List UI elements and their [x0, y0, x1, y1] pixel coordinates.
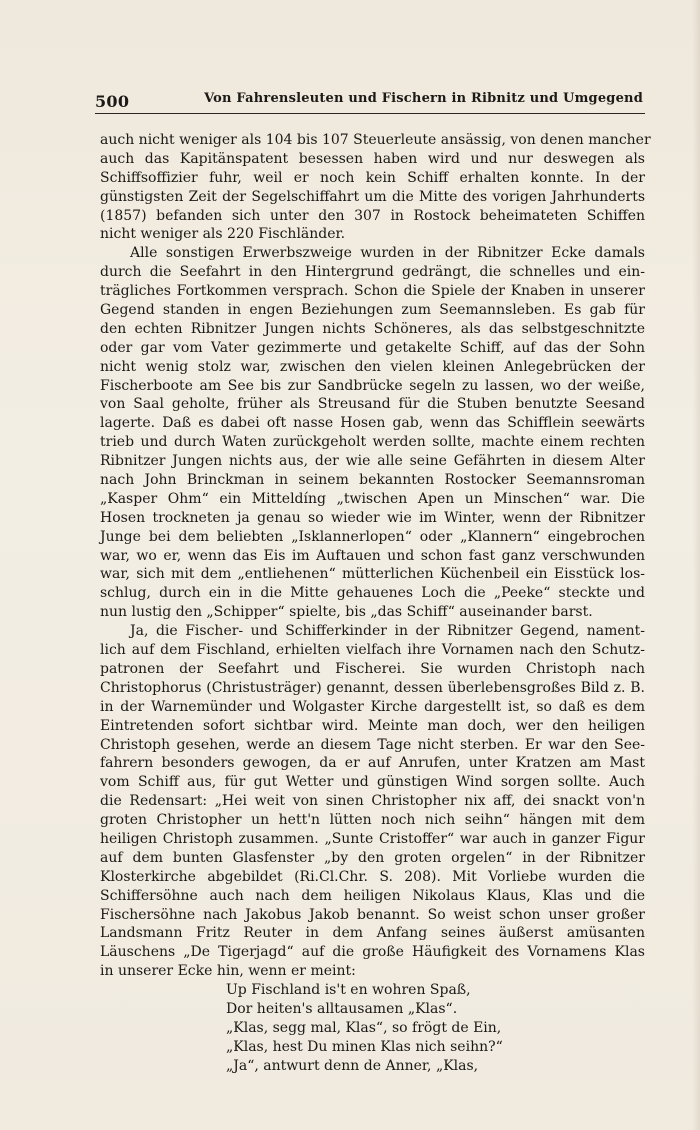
poem-line: Up Fischland is't en wohren Spaß,: [226, 982, 471, 999]
body-text: [100, 131, 651, 1076]
text-line: groten Christopher un hett'n lütten noch nich seihn“ hängen mit dem: [100, 812, 645, 829]
text-line: Ribnitzer Jungen nichts aus, der wie alle seine Gefährten in diesem Alter: [100, 453, 645, 470]
text-line: Schiffsoffizier fuhr, weil er noch kein Schiff erhalten konnte. In der: [100, 169, 645, 186]
text-line: patronen der Seefahrt und Fischerei. Sie wurden Christoph nach: [100, 660, 645, 677]
text-line: heiligen Christoph zusammen. „Sunte Cristoffer“ war auch in ganzer Figur: [100, 830, 645, 847]
text-line: nach John Brinckman in seinem bekannten Rostocker Seemannsroman: [100, 472, 645, 489]
text-line: nicht weniger als 220 Fischländer.: [100, 226, 346, 243]
text-line: Fischerboote am See bis zur Sandbrücke segeln zu lassen, wo der weiße,: [100, 377, 645, 394]
text-line: auf dem bunten Glasfenster „by den groten orgelen“ in der Ribnitzer: [100, 849, 645, 866]
text-line: in unserer Ecke hin, wenn er meint:: [100, 963, 356, 980]
poem-line: „Ja“, antwurt denn de Anner, „Klas,: [226, 1057, 479, 1074]
text-line: war, sich mit dem „entliehenen“ mütterlichen Küchenbeil ein Eisstück los-: [100, 566, 645, 583]
paragraph-1: [100, 131, 651, 244]
poem-quotation: [100, 981, 645, 1075]
text-line: trieb und durch Waten zurückgeholt werden sollte, machte einem rechten: [100, 434, 645, 451]
text-line: lagerte. Daß es dabei oft nasse Hosen gab, wenn das Schifflein seewärts: [100, 415, 645, 432]
text-line: Christoph gesehen, werde an diesem Tage nicht sterben. Er war den See-: [100, 736, 645, 753]
text-line: Hosen trockneten ja genau so wieder wie im Winter, wenn der Ribnitzer: [100, 509, 645, 526]
text-line: nicht wenig stolz war, zwischen den vielen kleinen Anlegebrücken der: [100, 358, 645, 375]
page-edge-shadow: [692, 0, 700, 1130]
text-line: Gegend standen in engen Beziehungen zum Seemannsleben. Es gab für: [100, 302, 645, 319]
text-line: von Saal geholte, früher als Streusand für die Stuben benutzte Seesand: [100, 396, 645, 413]
text-line: Läuschens „De Tigerjagd“ auf die große Häufigkeit des Vornamens Klas: [100, 944, 645, 961]
text-line: Eintretenden sofort sichtbar wird. Meinte man doch, wer den heiligen: [100, 717, 645, 734]
text-line: Junge bei dem beliebten „Isklannerlopen“ oder „Klannern“ eingebrochen: [100, 528, 645, 545]
text-line: Landsmann Fritz Reuter in dem Anfang seines äußerst amüsanten: [100, 925, 645, 942]
text-line: auch nicht weniger als 104 bis 107 Steuerleute ansässig, von denen mancher: [100, 132, 651, 148]
header-rule: [95, 113, 645, 114]
text-line: durch die Seefahrt in den Hintergrund gedrängt, die schnelles und ein-: [100, 264, 645, 281]
text-line: fahrern besonders gewogen, da er auf Anrufen, unter Kratzen am Mast: [100, 755, 645, 772]
poem-line: „Klas, hest Du minen Klas nich seihn?“: [226, 1038, 503, 1055]
text-line: den echten Ribnitzer Jungen nichts Schöneres, als das selbstgeschnitzte: [100, 320, 645, 337]
text-line: Klosterkirche abgebildet (Ri.Cl.Chr. S. 208). Mit Vorliebe wurden die: [100, 868, 645, 885]
text-line: in der Warnemünder und Wolgaster Kirche dargestellt ist, so daß es dem: [100, 698, 645, 715]
poem-line: „Klas, segg mal, Klas“, so frögt de Ein,: [226, 1019, 502, 1036]
text-line: günstigsten Zeit der Segelschiffahrt um die Mitte des vorigen Jahrhunderts: [100, 188, 645, 205]
text-line: (1857) befanden sich unter den 307 in Rostock beheimateten Schiffen: [100, 207, 645, 224]
text-line: nun lustig den „Schipper“ spielte, bis „das Schiff“ auseinander barst.: [100, 604, 593, 621]
text-line: trägliches Fortkommen versprach. Schon die Spiele der Knaben in unserer: [100, 283, 645, 300]
text-line: schlug, durch ein in die Mitte gehauenes Loch die „Peeke“ steckte und: [100, 585, 645, 602]
text-line: die Redensart: „Hei weit von sinen Christopher nix aff, dei snackt von'n: [100, 793, 645, 810]
paragraph-2: [100, 244, 645, 622]
text-line: lich auf dem Fischland, erhielten vielfach ihre Vornamen nach den Schutz-: [100, 642, 645, 659]
text-line: vom Schiff aus, für gut Wetter und günstigen Wind sorgen sollte. Auch: [100, 774, 645, 791]
text-line: auch das Kapitänspatent besessen haben wird und nur deswegen als: [100, 150, 645, 167]
page-number: 500: [95, 92, 130, 111]
text-line: Ja, die Fischer- und Schifferkinder in der Ribnitzer Gegend, nament-: [130, 623, 645, 640]
text-line: war, wo er, wenn das Eis im Auftauen und schon fast ganz verschwunden: [100, 547, 645, 564]
page-header: [95, 88, 645, 110]
paragraph-3: [100, 622, 645, 981]
text-line: oder gar vom Vater gezimmerte und getakelte Schiff, auf das der Sohn: [100, 339, 645, 356]
running-title: Von Fahrensleuten und Fischern in Ribnitz und Umgegend: [204, 91, 643, 106]
text-line: Alle sonstigen Erwerbszweige wurden in der Ribnitzer Ecke damals: [130, 245, 645, 262]
text-line: „Kasper Ohm“ ein Mitteldíng „twischen Apen un Minschen“ war. Die: [100, 490, 645, 507]
text-line: Schiffersöhne auch nach dem heiligen Nikolaus Klaus, Klas und die: [100, 887, 645, 904]
poem-line: Dor heiten's alltausamen „Klas“.: [226, 1000, 458, 1017]
text-line: Christophorus (Christusträger) genannt, dessen überlebensgroßes Bild z. B.: [100, 679, 645, 696]
text-line: Fischersöhne nach Jakobus Jakob benannt. So weist schon unser großer: [100, 906, 645, 923]
